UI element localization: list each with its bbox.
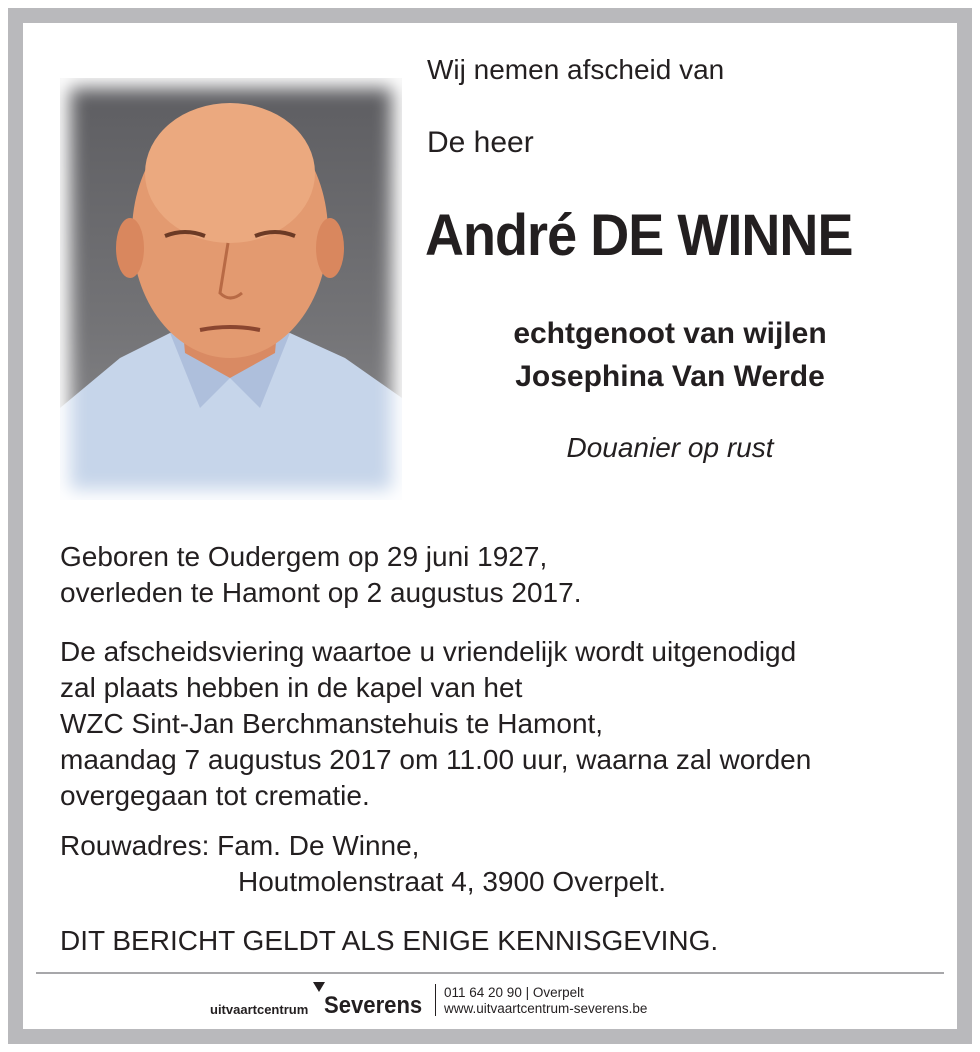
logo-small-text: uitvaartcentrum <box>210 1002 309 1017</box>
footer-contact <box>444 985 647 1017</box>
spouse-line-2: Josephina Van Werde <box>515 360 825 393</box>
portrait-photo <box>60 78 402 500</box>
notice-line: DIT BERICHT GELDT ALS ENIGE KENNISGEVING. <box>60 925 719 956</box>
spouse-info <box>420 312 920 398</box>
address-label: Rouwadres: Fam. De Winne, <box>60 830 420 861</box>
intro-text: Wij nemen afscheid van <box>427 54 725 85</box>
ceremony-line: overgegaan tot crematie. <box>60 780 370 811</box>
footer-divider <box>36 972 944 974</box>
triangle-icon <box>313 982 325 992</box>
life-dates <box>60 539 581 611</box>
contact-phone: 011 64 20 90 | Overpelt <box>444 985 584 1000</box>
ceremony-line: maandag 7 augustus 2017 om 11.00 uur, waarna zal worden <box>60 744 812 775</box>
ceremony-line: WZC Sint-Jan Berchmanstehuis te Hamont, <box>60 708 604 739</box>
deceased-name: André DE WINNE <box>425 203 853 268</box>
ceremony-line: De afscheidsviering waartoe u vriendelijk wordt uitgenodigd <box>60 636 797 667</box>
death-line: overleden te Hamont op 2 augustus 2017. <box>60 577 582 608</box>
logo-brand-text: Severens <box>324 992 423 1019</box>
contact-website[interactable]: www.uitvaartcentrum-severens.be <box>444 1001 648 1016</box>
spouse-line-1: echtgenoot van wijlen <box>513 317 827 350</box>
ceremony-paragraph <box>60 634 811 814</box>
footer-separator <box>435 984 436 1016</box>
address-street: Houtmolenstraat 4, 3900 Overpelt. <box>238 866 667 897</box>
mourning-address <box>60 828 666 900</box>
occupation: Douanier op rust <box>566 432 774 463</box>
birth-line: Geboren te Oudergem op 29 juni 1927, <box>60 541 548 572</box>
honorific: De heer <box>427 126 534 159</box>
ceremony-line: zal plaats hebben in de kapel van het <box>60 672 523 703</box>
